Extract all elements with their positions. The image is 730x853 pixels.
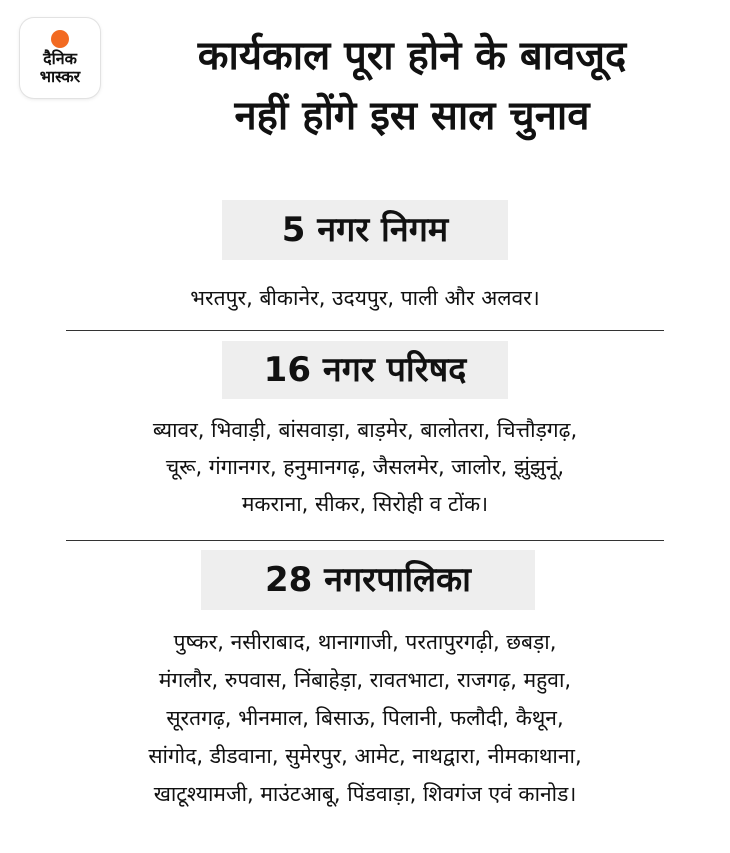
section-heading-nagar-nigam: 5 नगर निगम xyxy=(222,200,508,260)
nagarpalika-list xyxy=(40,623,690,813)
section-heading-nagarpalika: 28 नगरपालिका xyxy=(201,550,535,610)
section-heading-nagar-parishad: 16 नगर परिषद xyxy=(222,341,508,399)
list-line: खाटूश्यामजी, माउंटआबू, पिंडवाड़ा, शिवगंज एवं कानोड। xyxy=(153,782,577,806)
sun-icon xyxy=(51,30,69,48)
divider xyxy=(66,540,664,541)
nagar-parishad-list xyxy=(40,412,690,523)
headline-line-1: कार्यकाल पूरा होने के बावजूद xyxy=(197,33,627,79)
list-line: सूरतगढ़, भीनमाल, बिसाऊ, पिलानी, फलौदी, कैथून, xyxy=(166,706,564,730)
list-line: सांगोद, डीडवाना, सुमेरपुर, आमेट, नाथद्वारा, नीमकाथाना, xyxy=(148,744,582,768)
nagar-nigam-list xyxy=(40,280,690,316)
list-line: मकराना, सीकर, सिरोही व टोंक। xyxy=(241,492,489,516)
logo-text-line1: दैनिक xyxy=(43,49,77,68)
dainik-bhaskar-logo xyxy=(20,18,100,98)
list-line: मंगलौर, रुपवास, निंबाहेड़ा, रावतभाटा, राजगढ़, महुवा, xyxy=(158,668,572,692)
list-line: पुष्कर, नसीराबाद, थानागाजी, परतापुरगढ़ी, छबड़ा, xyxy=(173,630,557,654)
list-line: भरतपुर, बीकानेर, उदयपुर, पाली और अलवर। xyxy=(190,286,540,310)
list-line: ब्यावर, भिवाड़ी, बांसवाड़ा, बाड़मेर, बालोतरा, चित्तौड़गढ़, xyxy=(152,418,578,442)
headline-line-2: नहीं होंगे इस साल चुनाव xyxy=(234,93,590,139)
list-line: चूरू, गंगानगर, हनुमानगढ़, जैसलमेर, जालोर, झुंझुनूं, xyxy=(165,455,565,479)
headline xyxy=(112,26,712,146)
logo-text-line2: भास्कर xyxy=(39,67,81,86)
divider xyxy=(66,330,664,331)
